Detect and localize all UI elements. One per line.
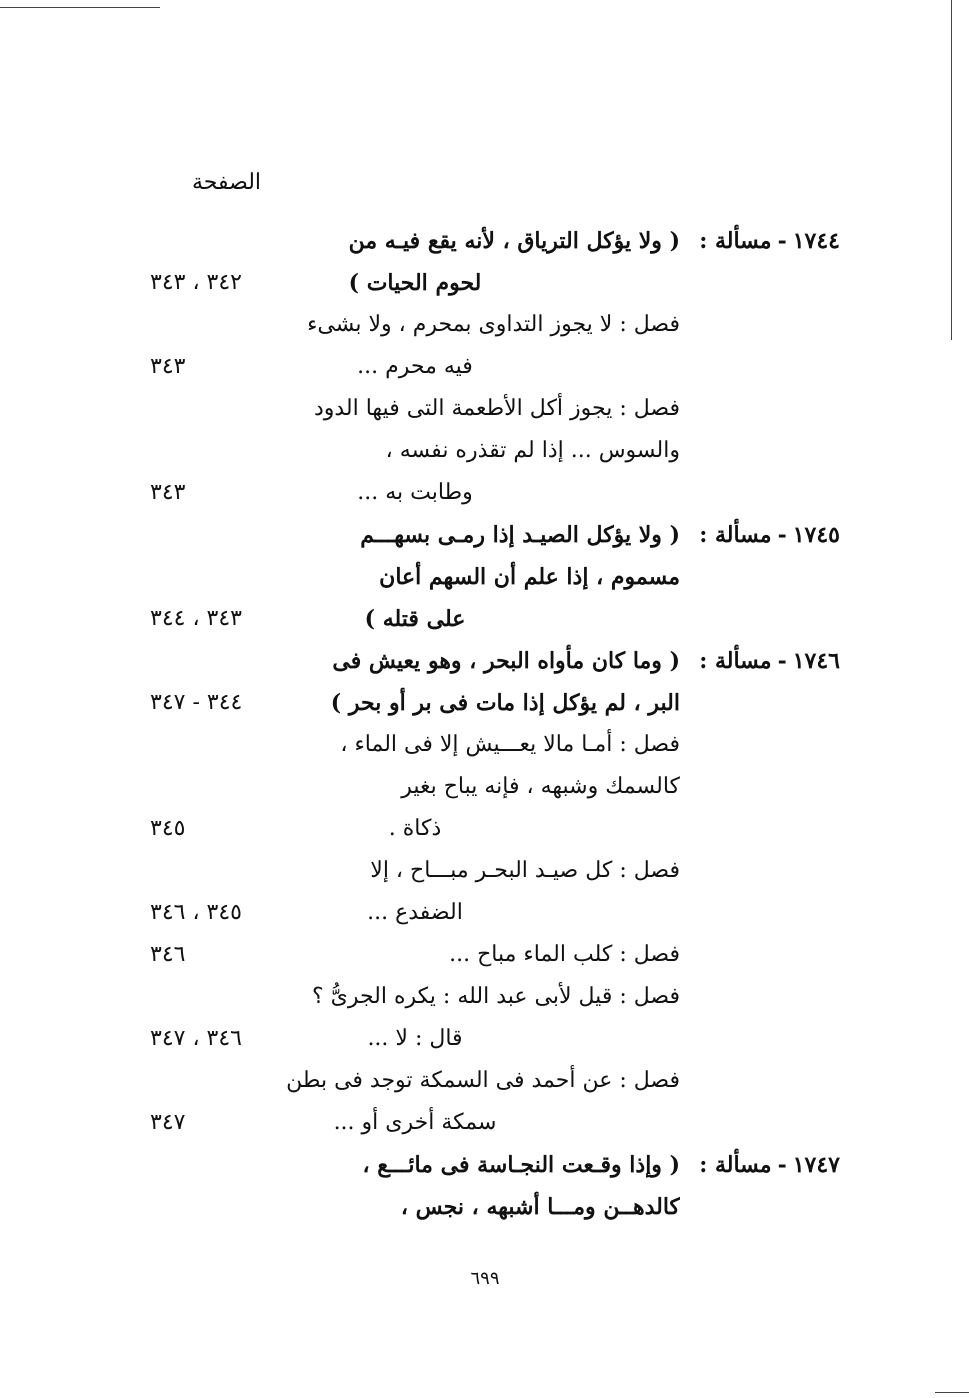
page-reference: ٣٤٦ <box>150 942 186 967</box>
entry-text: فصل : يجوز أكل الأطعمة التى فيها الدود <box>313 396 680 421</box>
entry-text: فصل : أمـا مالا يعـــيش إلا فى الماء ، <box>340 732 680 757</box>
entry-text: فيه محرم ... <box>357 354 473 379</box>
index-continuation-row <box>150 304 840 346</box>
entry-number: ١٧٤٦ <box>792 648 840 674</box>
entry-text: على قتله ) <box>364 606 466 632</box>
entry-text: ( ولا يؤكل الترياق ، لأنه يقع فيـه من <box>348 228 680 254</box>
page-reference: ٣٤٣ ، ٣٤٤ <box>150 606 242 631</box>
index-continuation-row <box>150 1186 840 1228</box>
top-left-rule <box>0 7 160 8</box>
entry-number: ١٧٤٤ <box>792 228 840 254</box>
index-entry-row <box>150 514 840 556</box>
entry-dash: - <box>777 522 787 548</box>
index-continuation-row <box>150 808 840 850</box>
index-continuation-row <box>150 388 840 430</box>
entry-text: قال : لا ... <box>367 1026 463 1051</box>
index-continuation-row <box>150 1102 840 1144</box>
entry-lead <box>699 514 840 556</box>
index-continuation-row <box>150 682 840 724</box>
page-reference: ٣٤٥ <box>150 816 186 841</box>
index-entry-row <box>150 640 840 682</box>
entry-kind: مسألة : <box>699 522 772 548</box>
entry-dash: - <box>777 1152 787 1178</box>
index-continuation-row <box>150 598 840 640</box>
index-continuation-row <box>150 556 840 598</box>
entry-dash: - <box>777 228 787 254</box>
entry-lead <box>699 1144 840 1186</box>
entry-kind: مسألة : <box>699 648 772 674</box>
entry-lead <box>699 220 840 262</box>
entry-text: فصل : لا يجوز التداوى بمحرم ، ولا بشىء <box>307 312 680 337</box>
bottom-right-rule <box>935 1392 969 1393</box>
index-continuation-row <box>150 934 840 976</box>
index-continuation-row <box>150 850 840 892</box>
entry-kind: مسألة : <box>699 1152 772 1178</box>
entry-text: فصل : كلب الماء مباح ... <box>449 942 680 967</box>
entry-text: البر ، لم يؤكل إذا مات فى بر أو بحر ) <box>330 690 680 716</box>
entry-text: والسوس ... إذا لم تقذره نفسه ، <box>385 438 680 463</box>
index-continuation-row <box>150 766 840 808</box>
index-continuation-row <box>150 976 840 1018</box>
entry-text: سمكة أخرى أو ... <box>333 1110 497 1135</box>
entry-text: الضفدع ... <box>367 900 463 925</box>
index-continuation-row <box>150 1060 840 1102</box>
page-reference: ٣٤٧ <box>150 1110 186 1135</box>
right-margin-rule <box>951 0 952 340</box>
page-reference: ٣٤٤ - ٣٤٧ <box>150 690 243 715</box>
entry-text: وطابت به ... <box>357 480 473 505</box>
entry-lead <box>699 640 840 682</box>
entry-text: ذكاة . <box>388 816 442 841</box>
entry-text: فصل : قيل لأبى عبد الله : يكره الجرىُّ ؟ <box>311 984 680 1009</box>
index-continuation-row <box>150 346 840 388</box>
entry-text: فصل : كل صيـد البحـر مبـــاح ، إلا <box>370 858 680 883</box>
page-reference: ٣٤٢ ، ٣٤٣ <box>150 270 242 295</box>
page-number: ٦٩٩ <box>470 1268 500 1289</box>
index-continuation-row <box>150 892 840 934</box>
entry-number: ١٧٤٧ <box>792 1152 840 1178</box>
page-reference: ٣٤٣ <box>150 480 186 505</box>
entry-text: ( وإذا وقـعت النجـاسة فى مائـــع ، <box>362 1152 680 1178</box>
page-reference: ٣٤٦ ، ٣٤٧ <box>150 1026 242 1051</box>
entry-number: ١٧٤٥ <box>792 522 840 548</box>
index-continuation-row <box>150 430 840 472</box>
page-reference: ٣٤٥ ، ٣٤٦ <box>150 900 242 925</box>
page-reference: ٣٤٣ <box>150 354 186 379</box>
entry-text: كالسمك وشبهه ، فإنه يباح بغير <box>401 774 680 799</box>
index-entry-row <box>150 220 840 262</box>
entry-text: لحوم الحيات ) <box>348 270 482 296</box>
entry-kind: مسألة : <box>699 228 772 254</box>
entry-text: ( ولا يؤكل الصيـد إذا رمـى بسهـــم <box>360 522 680 548</box>
entry-text: كالدهــن ومـــا أشبهه ، نجس ، <box>400 1194 680 1220</box>
entry-dash: - <box>777 648 787 674</box>
index-continuation-row <box>150 472 840 514</box>
index-continuation-row <box>150 724 840 766</box>
index-continuation-row <box>150 1018 840 1060</box>
page-column-heading: الصفحة <box>192 170 262 195</box>
index-entry-row <box>150 1144 840 1186</box>
entry-text: مسموم ، إذا علم أن السهم أعان <box>379 564 680 590</box>
entry-text: ( وما كان مأواه البحر ، وهو يعيش فى <box>332 648 680 674</box>
entry-text: فصل : عن أحمد فى السمكة توجد فى بطن <box>286 1068 680 1093</box>
index-continuation-row <box>150 262 840 304</box>
